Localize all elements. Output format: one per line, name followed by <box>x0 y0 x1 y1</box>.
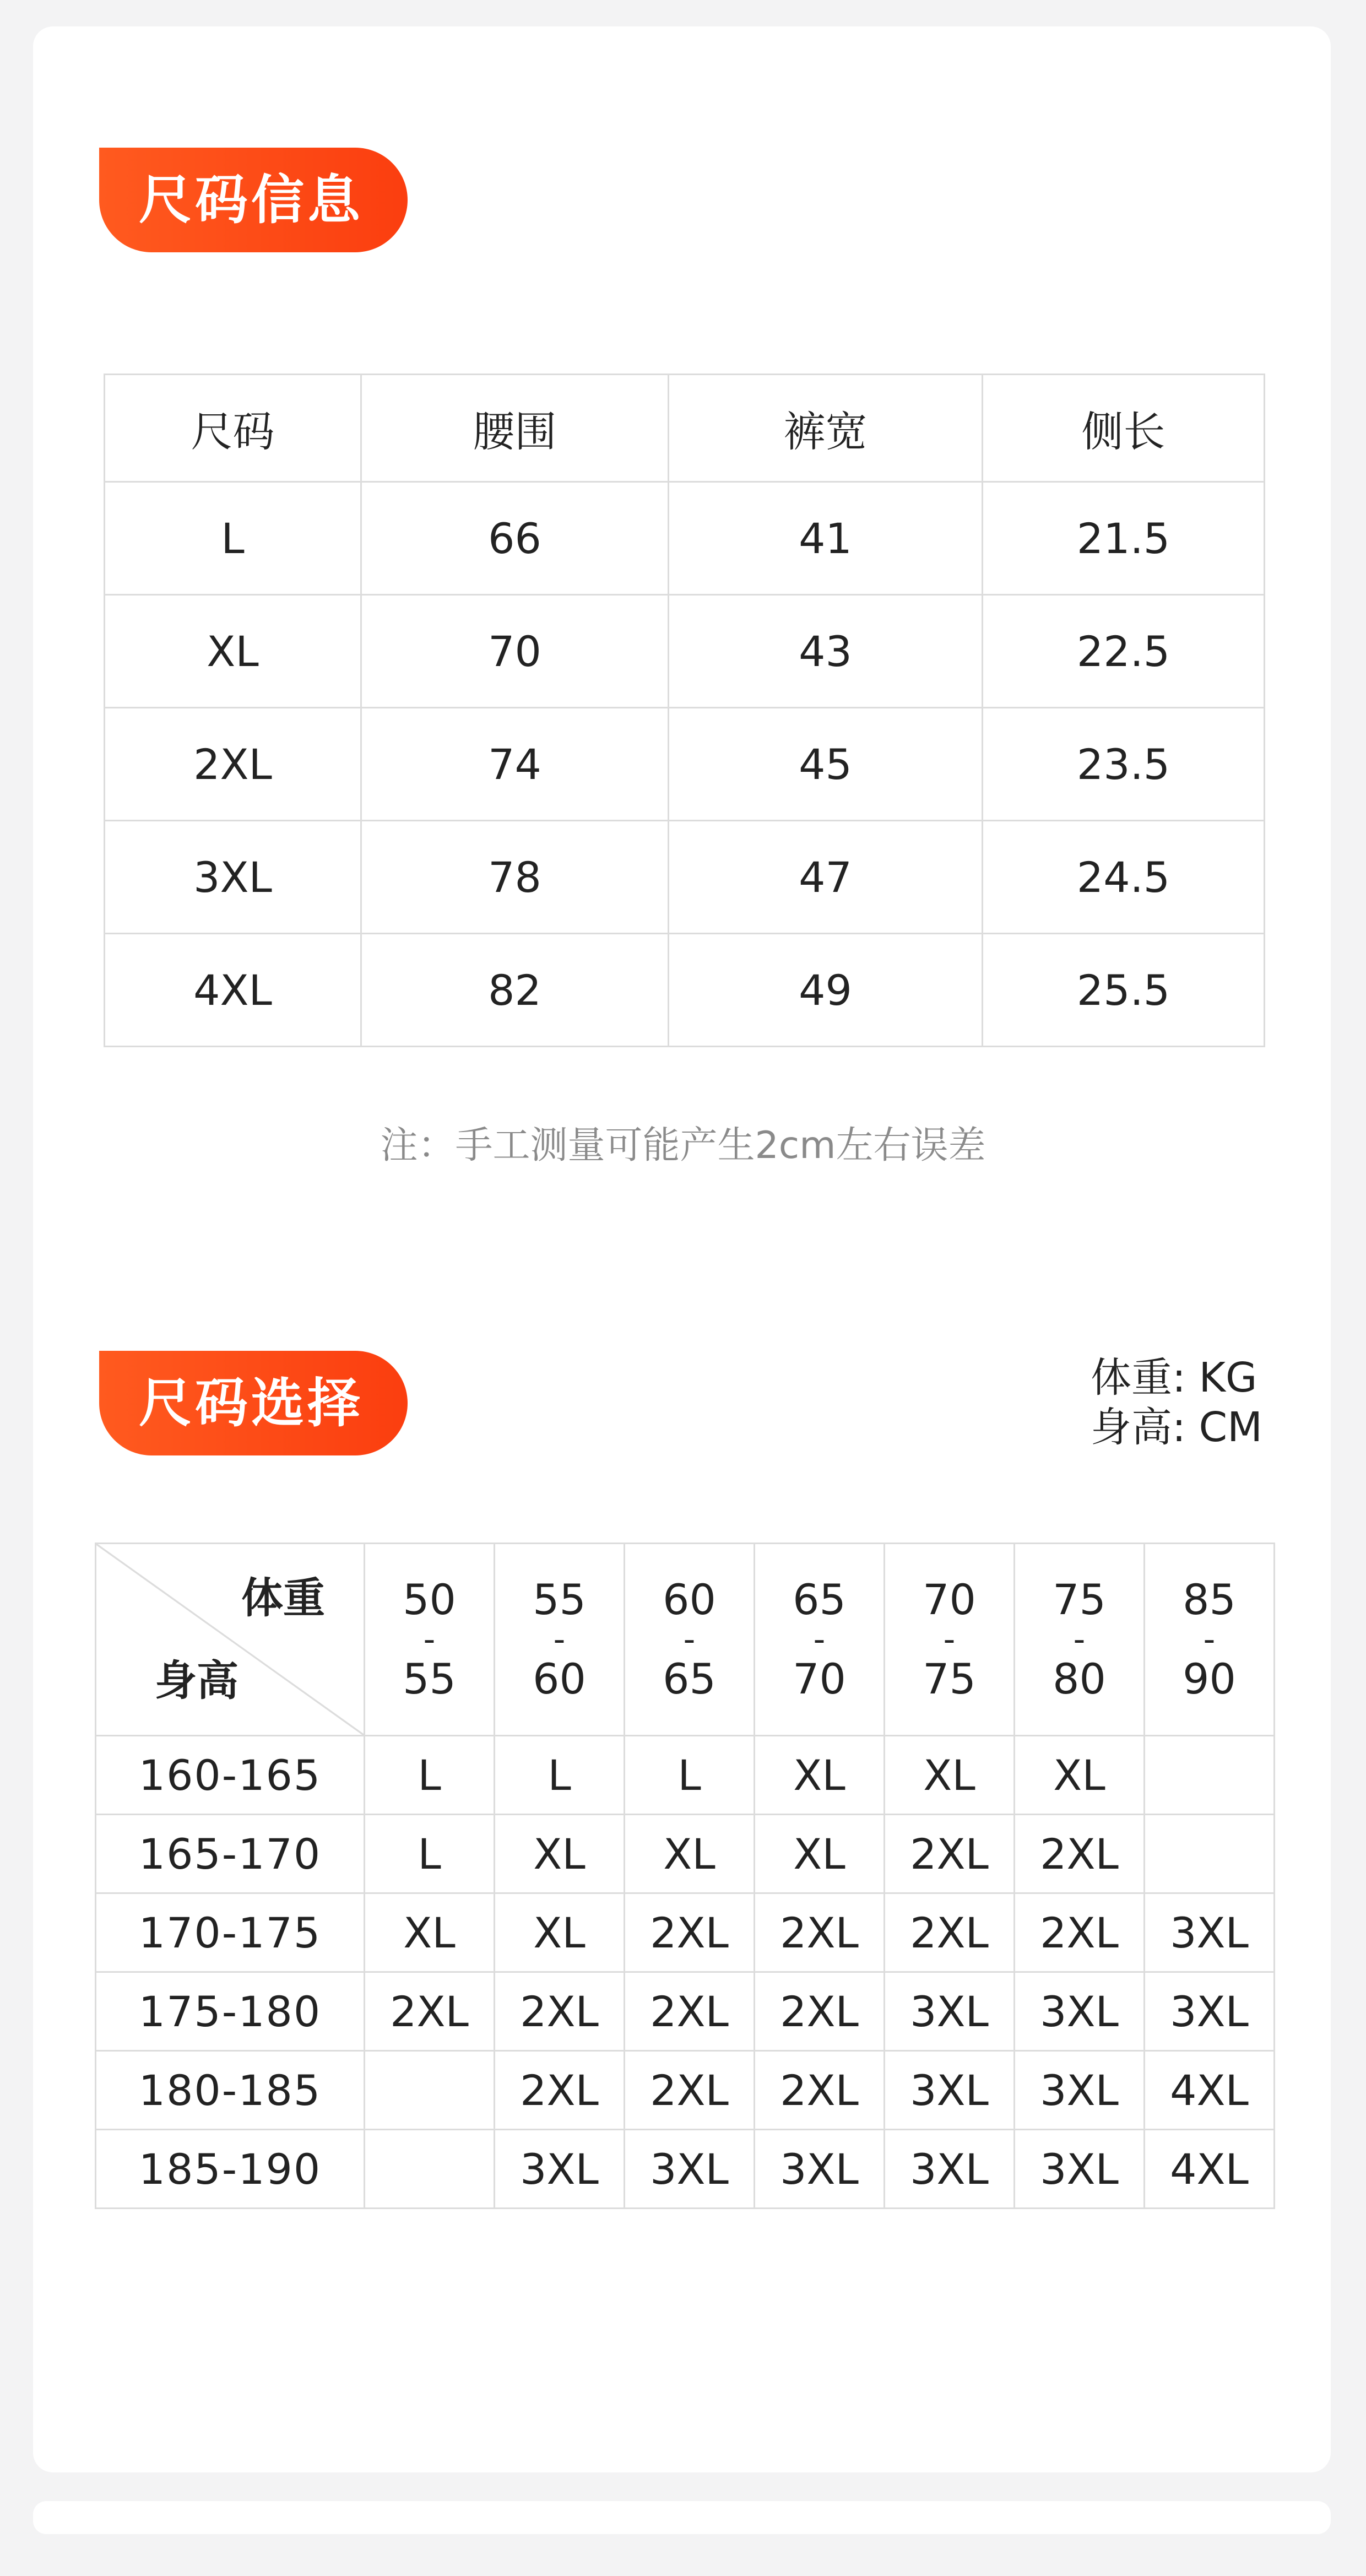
size-cell: 2XL <box>625 1893 755 1972</box>
cell-waist: 70 <box>361 595 669 708</box>
cell-size: 3XL <box>105 821 361 934</box>
size-cell: L <box>365 1815 495 1893</box>
weight-from: 70 <box>923 1575 976 1624</box>
cell-size: 2XL <box>105 708 361 821</box>
cell-waist: 82 <box>361 934 669 1047</box>
weight-to: 75 <box>923 1654 976 1703</box>
size-cell: 3XL <box>885 1972 1015 2051</box>
size-cell: 3XL <box>755 2130 885 2209</box>
weight-range-header <box>495 1544 625 1736</box>
weight-range-dash: - <box>423 1620 436 1659</box>
corner-weight-label: 体重 <box>241 1573 325 1622</box>
table-row <box>96 1972 1275 2051</box>
size-cell: XL <box>625 1815 755 1893</box>
cell-side-length: 25.5 <box>983 934 1265 1047</box>
size-cell <box>1145 1736 1275 1815</box>
header-size: 尺码 <box>105 375 361 482</box>
height-range-cell: 170-175 <box>96 1893 365 1972</box>
cell-leg-width: 49 <box>669 934 983 1047</box>
size-cell: 2XL <box>885 1815 1015 1893</box>
size-cell: 2XL <box>495 1972 625 2051</box>
size-cell <box>1145 1815 1275 1893</box>
table-row <box>105 708 1265 821</box>
table-row <box>96 2130 1275 2209</box>
weight-to: 80 <box>1053 1654 1106 1703</box>
cell-waist: 66 <box>361 482 669 595</box>
weight-header-row <box>96 1544 1275 1736</box>
cell-size: 4XL <box>105 934 361 1047</box>
diagonal-divider <box>96 1544 364 1735</box>
header-waist: 腰围 <box>361 375 669 482</box>
height-range-cell: 185-190 <box>96 2130 365 2209</box>
table-row <box>96 1736 1275 1815</box>
height-range-cell: 165-170 <box>96 1815 365 1893</box>
cell-side-length: 24.5 <box>983 821 1265 934</box>
size-cell: XL <box>755 1815 885 1893</box>
size-cell: 2XL <box>625 1972 755 2051</box>
section-title-size-info: 尺码信息 <box>99 148 408 252</box>
weight-range-dash: - <box>943 1620 956 1659</box>
size-cell <box>365 2051 495 2130</box>
weight-range-dash: - <box>1203 1620 1216 1659</box>
height-unit-label: 身高: CM <box>1091 1404 1262 1451</box>
weight-range-header <box>365 1544 495 1736</box>
cell-leg-width: 43 <box>669 595 983 708</box>
weight-from: 75 <box>1053 1575 1106 1624</box>
size-cell: 4XL <box>1145 2130 1275 2209</box>
weight-range-header <box>755 1544 885 1736</box>
size-cell: 2XL <box>755 2051 885 2130</box>
size-cell: 3XL <box>885 2130 1015 2209</box>
corner-height-label: 身高 <box>155 1656 238 1705</box>
size-cell: 2XL <box>625 2051 755 2130</box>
size-cell: XL <box>755 1736 885 1815</box>
weight-to: 90 <box>1183 1654 1236 1703</box>
size-cell: 3XL <box>1015 2051 1145 2130</box>
weight-range-dash: - <box>813 1620 826 1659</box>
corner-header-cell <box>96 1544 365 1736</box>
weight-range-header <box>1145 1544 1275 1736</box>
table-row <box>96 1815 1275 1893</box>
size-cell: XL <box>495 1893 625 1972</box>
weight-range-dash: - <box>1073 1620 1086 1659</box>
section-title-size-selection: 尺码选择 <box>99 1351 408 1455</box>
cell-side-length: 23.5 <box>983 708 1265 821</box>
size-cell: 3XL <box>1145 1893 1275 1972</box>
height-range-cell: 175-180 <box>96 1972 365 2051</box>
cell-leg-width: 41 <box>669 482 983 595</box>
table-row <box>96 1893 1275 1972</box>
cell-leg-width: 47 <box>669 821 983 934</box>
weight-unit-label: 体重: KG <box>1091 1354 1257 1401</box>
weight-from: 55 <box>533 1575 586 1624</box>
weight-from: 85 <box>1183 1575 1236 1624</box>
size-cell: XL <box>495 1815 625 1893</box>
size-cell: 3XL <box>495 2130 625 2209</box>
weight-to: 60 <box>533 1654 586 1703</box>
cell-side-length: 22.5 <box>983 595 1265 708</box>
table-row <box>105 595 1265 708</box>
weight-from: 60 <box>663 1575 716 1624</box>
size-cell: 3XL <box>885 2051 1015 2130</box>
table-row <box>96 2051 1275 2130</box>
size-cell: XL <box>885 1736 1015 1815</box>
header-leg-width: 裤宽 <box>669 375 983 482</box>
height-range-cell: 180-185 <box>96 2051 365 2130</box>
size-cell: 2XL <box>1015 1815 1145 1893</box>
table-row <box>105 482 1265 595</box>
size-cell: 2XL <box>755 1893 885 1972</box>
weight-from: 65 <box>793 1575 846 1624</box>
weight-range-header <box>1015 1544 1145 1736</box>
size-cell: 3XL <box>1145 1972 1275 2051</box>
size-cell: 3XL <box>625 2130 755 2209</box>
size-info-table <box>104 374 1265 1047</box>
cell-waist: 74 <box>361 708 669 821</box>
size-cell: 2XL <box>1015 1893 1145 1972</box>
size-cell: L <box>495 1736 625 1815</box>
size-cell: 3XL <box>1015 1972 1145 2051</box>
weight-from: 50 <box>403 1575 456 1624</box>
cell-side-length: 21.5 <box>983 482 1265 595</box>
weight-range-header <box>885 1544 1015 1736</box>
cell-waist: 78 <box>361 821 669 934</box>
weight-to: 55 <box>403 1654 456 1703</box>
size-cell: 2XL <box>755 1972 885 2051</box>
size-cell: 2XL <box>365 1972 495 2051</box>
weight-to: 70 <box>793 1654 846 1703</box>
size-cell <box>365 2130 495 2209</box>
size-cell: 4XL <box>1145 2051 1275 2130</box>
size-cell: XL <box>365 1893 495 1972</box>
size-cell: 3XL <box>1015 2130 1145 2209</box>
table-row <box>105 821 1265 934</box>
size-cell: 2XL <box>885 1893 1015 1972</box>
cell-size: XL <box>105 595 361 708</box>
size-info-header-row <box>105 375 1265 482</box>
table-row <box>105 934 1265 1047</box>
weight-to: 65 <box>663 1654 716 1703</box>
weight-range-header <box>625 1544 755 1736</box>
size-cell: 2XL <box>495 2051 625 2130</box>
size-cell: XL <box>1015 1736 1145 1815</box>
cell-size: L <box>105 482 361 595</box>
measurement-note: 注：手工测量可能产生2cm左右误差 <box>380 1124 986 1167</box>
size-cell: L <box>365 1736 495 1815</box>
size-selection-table <box>95 1543 1275 2209</box>
cell-leg-width: 45 <box>669 708 983 821</box>
bottom-card-strip <box>33 2501 1331 2534</box>
height-range-cell: 160-165 <box>96 1736 365 1815</box>
size-cell: L <box>625 1736 755 1815</box>
units-legend <box>1091 1353 1262 1452</box>
weight-range-dash: - <box>553 1620 566 1659</box>
weight-range-dash: - <box>683 1620 696 1659</box>
header-side-length: 侧长 <box>983 375 1265 482</box>
